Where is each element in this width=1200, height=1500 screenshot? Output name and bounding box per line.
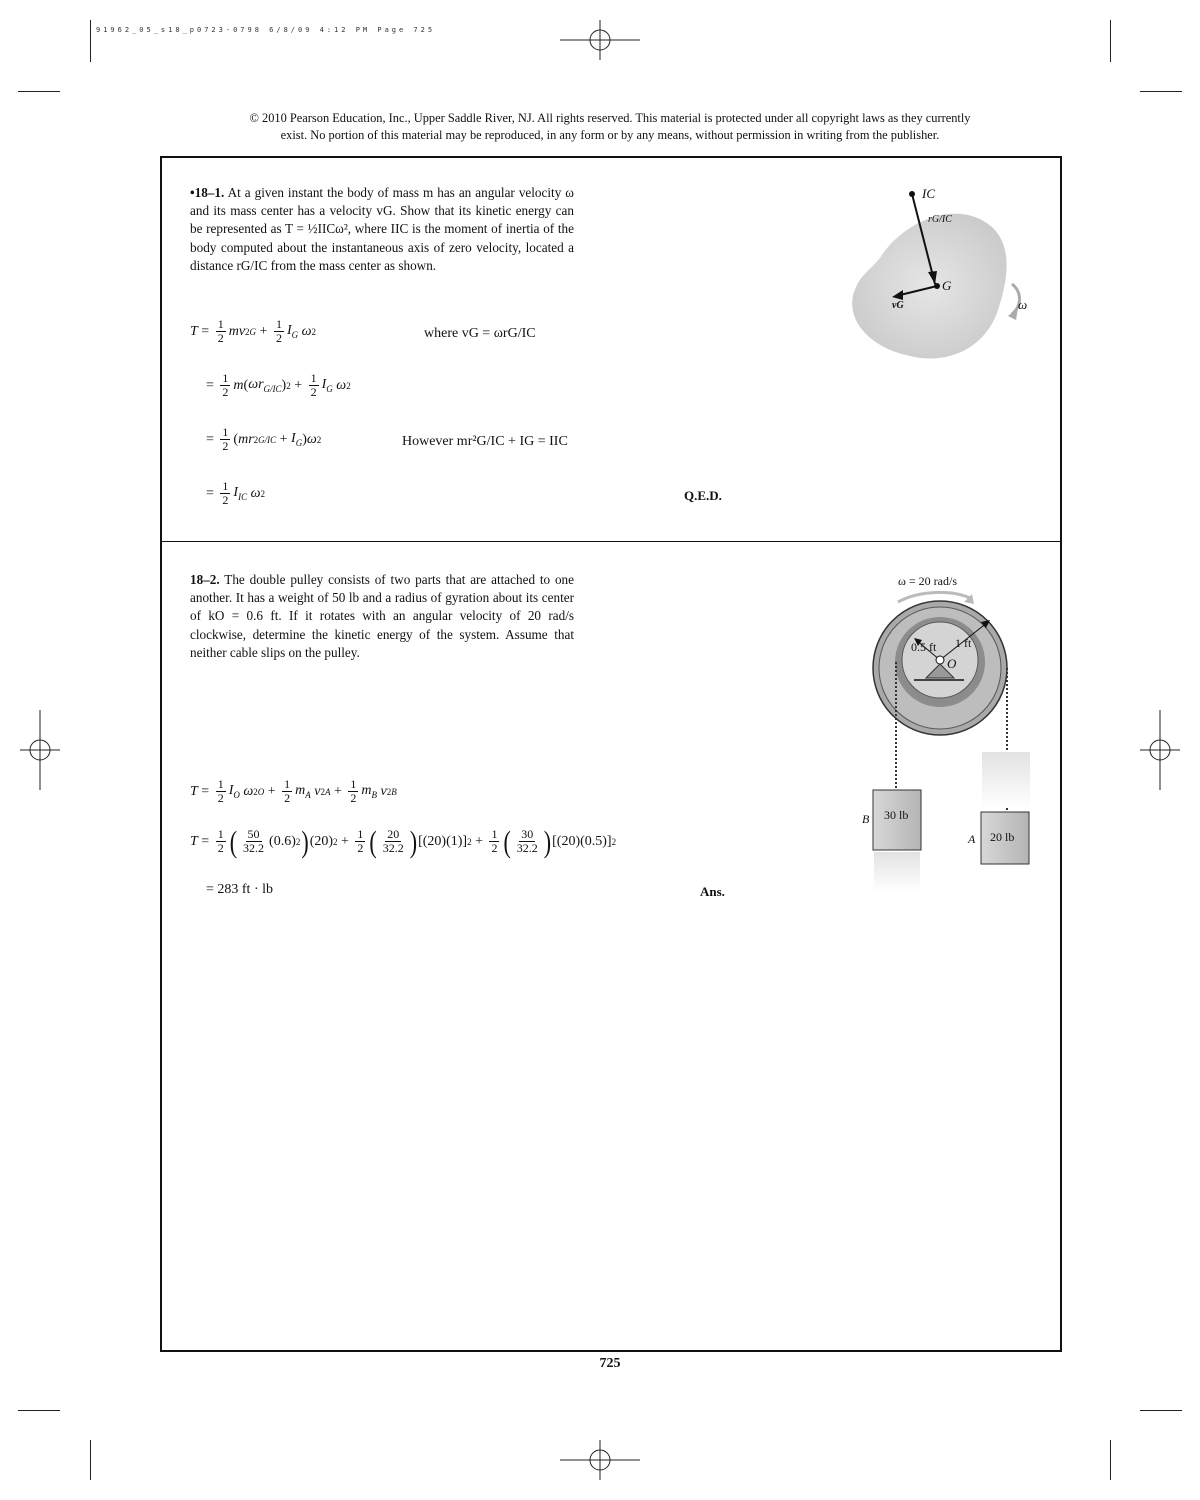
equation-1-line-1: T = $\frac{1}{2}$ mv 2 G + $\frac{1}{2}$ $I_G$ ω 2 bbox=[190, 317, 316, 345]
label-r-small: 0.5 ft bbox=[911, 640, 937, 654]
figure-rigid-body bbox=[840, 180, 1040, 370]
registration-mark-left bbox=[20, 710, 60, 790]
label-vg: vG bbox=[892, 300, 904, 311]
label-block-b: B bbox=[862, 812, 870, 826]
where-note: where vG = ωrG/IC bbox=[424, 326, 536, 341]
problem-2-number: 18–2. bbox=[190, 572, 220, 587]
problem-1-number: •18–1. bbox=[190, 185, 225, 200]
problem-divider bbox=[160, 541, 1062, 542]
label-block-b-weight: 30 lb bbox=[884, 808, 909, 822]
equation-1-line-3: = $\frac{1}{2}$ ( mr 2 G/IC + $I_G$ ) ω 2 bbox=[206, 425, 322, 453]
label-omega: ω bbox=[1018, 297, 1028, 312]
result-value: = 283 ft · lb bbox=[206, 882, 273, 897]
omega-label: ω = 20 rad/s bbox=[898, 574, 957, 588]
crop-mark bbox=[1140, 1410, 1182, 1411]
ans-label: Ans. bbox=[700, 884, 725, 899]
registration-mark-top bbox=[560, 20, 640, 60]
figure-double-pulley bbox=[860, 580, 1050, 910]
page-number: 725 bbox=[599, 1356, 621, 1371]
crop-mark bbox=[1110, 20, 1111, 62]
copyright-notice: © 2010 Pearson Education, Inc., Upper Saddle River, NJ. All rights reserved. This material is protected under all copyright laws as they currently exist. No portion of this material may be reproduced, in any form or by any means, without permission in writing from the publisher. bbox=[249, 111, 971, 142]
crop-mark bbox=[90, 1440, 91, 1480]
label-center: O bbox=[947, 656, 957, 671]
registration-mark-bottom bbox=[560, 1440, 640, 1480]
center-pin bbox=[936, 656, 944, 664]
crop-mark bbox=[18, 1410, 60, 1411]
label-ic: IC bbox=[922, 186, 935, 201]
label-r-large: 1 ft bbox=[955, 636, 972, 650]
crop-mark bbox=[18, 91, 60, 92]
print-slug: 91962_05_s18_p0723-0798 6/8/09 4:12 PM Page 725 bbox=[96, 26, 436, 34]
equation-2-line-2: T = $\frac{1}{2}$ ( $\frac{50}{32.2}$ (0.6) 2 ) (20) 2 + $\frac{1}{2}$ ( $\frac{20}{32.2}$ ) [(20)(1)] 2 + $\frac{1}{2}$ ( $\frac{30}{32.2}$ ) [(20)(0.5)] 2 bbox=[190, 823, 617, 859]
crop-mark bbox=[1110, 1440, 1111, 1480]
label-block-a: A bbox=[968, 832, 976, 846]
crop-mark bbox=[90, 20, 91, 62]
qed-label: Q.E.D. bbox=[684, 488, 722, 503]
problem-2-statement: 18–2. The double pulley consists of two parts that are attached to one another. It has a weight of 50 lb and a radius of gyration about its center of kO = 0.6 ft. If it rotates with an angular velocity of 20 rad/s clockwise, determine the kinetic energy of the system. Assume that neither cable slips on the pulley. bbox=[190, 572, 574, 660]
problem-1-statement: •18–1. At a given instant the body of mass m has an angular velocity ω and its mass center has a velocity vG. Show that its kinetic energy can be represented as T = ½IICω², where IIC is the moment of inertia of the body computed about the instantaneous axis of zero velocity, located a distance rG/IC from the mass center as shown. bbox=[190, 185, 574, 273]
crop-mark bbox=[1140, 91, 1182, 92]
registration-mark-right bbox=[1140, 710, 1180, 790]
rigid-body-shape bbox=[852, 214, 1006, 359]
label-r: rG/IC bbox=[928, 214, 952, 225]
equation-1-line-2: = $\frac{1}{2}$ m ( $\omega r_{G/IC}$ ) 2 + $\frac{1}{2}$ $I_G$ ω 2 bbox=[206, 371, 351, 399]
equation-2-line-1: T = $\frac{1}{2}$ $I_O$ ω 2 O + $\frac{1}{2}$ $m_A$ v 2 A + $\frac{1}{2}$ $m_B$ v 2 B bbox=[190, 777, 397, 805]
equation-1-line-4: = $\frac{1}{2}$ $I_{IC}$ ω 2 bbox=[206, 479, 265, 507]
however-note: However mr²G/IC + IG = IIC bbox=[402, 434, 568, 449]
label-g: G bbox=[942, 278, 952, 293]
label-block-a-weight: 20 lb bbox=[990, 830, 1015, 844]
